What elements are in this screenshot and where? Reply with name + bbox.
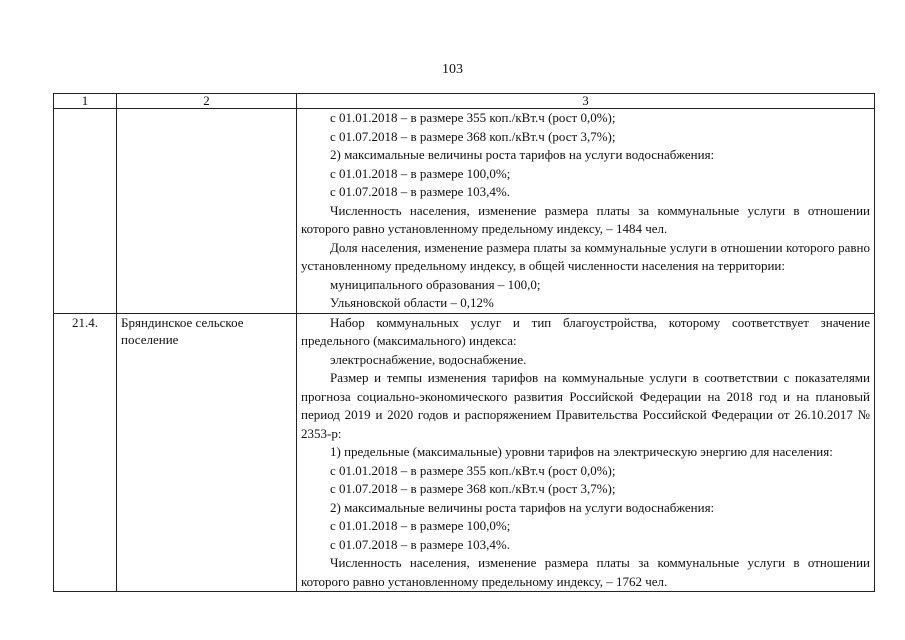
continuation-paragraph: муниципального образования – 100,0; (330, 276, 541, 292)
row-paragraph: 1) предельные (максимальные) уровни тарифов на электрическую энергию для населения: (330, 444, 833, 459)
continuation-paragraph: с 01.07.2018 – в размере 368 коп./кВт.ч (рост 3,7%); (330, 128, 616, 144)
row-paragraph: с 01.01.2018 – в размере 100,0%; (330, 518, 511, 533)
continuation-paragraph: Численность населения, изменение размера платы за коммунальные услуги в отношении которого равно установленному предельному индексу, – 1484 чел. (301, 202, 870, 236)
page-number: 103 (442, 62, 463, 77)
row-paragraph: с 01.07.2018 – в размере 103,4%. (330, 536, 510, 552)
table-header-row (54, 94, 875, 109)
continuation-paragraph: с 01.01.2018 – в размере 100,0%; (330, 165, 511, 181)
row-paragraph: Размер и темпы изменения тарифов на коммунальные услуги в соответствии с показателями прогноза социально-экономического развития Российской Федерации на 2018 год и на плановый период 2019 и 2020 годов и распоряжением Правительства Российской Федерации от 26.10.2017 № 2353-р: (301, 370, 870, 441)
column-header-1: 1 (54, 94, 117, 109)
column-header-3: 3 (297, 94, 875, 109)
table-row (54, 313, 875, 592)
continuation-paragraph: с 01.01.2018 – в размере 355 коп./кВт.ч (рост 0,0%); (330, 110, 616, 125)
row-paragraph: 2) максимальные величины роста тарифов на услуги водоснабжения: (330, 499, 715, 515)
column-header-2: 2 (117, 94, 297, 109)
continuation-paragraph: Доля населения, изменение размера платы за коммунальные услуги в отношении которого равно установленному предельному индексу, в общей численности населения на территории: (301, 239, 870, 273)
row-paragraph: с 01.07.2018 – в размере 368 коп./кВт.ч (рост 3,7%); (330, 481, 616, 496)
continuation-paragraph: с 01.07.2018 – в размере 103,4%. (330, 184, 510, 199)
continuation-name-cell (117, 109, 297, 314)
continuation-paragraph: 2) максимальные величины роста тарифов на услуги водоснабжения: (330, 147, 715, 162)
document-table (53, 93, 875, 592)
continuation-number-cell (54, 109, 117, 314)
continuation-content-cell (297, 109, 875, 314)
row-paragraph: электроснабжение, водоснабжение. (330, 351, 527, 367)
row-paragraph: с 01.01.2018 – в размере 355 коп./кВт.ч (рост 0,0%); (330, 462, 616, 478)
row-content-cell (297, 313, 875, 592)
row-paragraph: Набор коммунальных услуг и тип благоустройства, которому соответствует значение предельного (максимального) индекса: (301, 314, 870, 348)
row-number: 21.4. (54, 313, 117, 592)
settlement-name: Бряндинское сельское поселение (117, 313, 297, 592)
row-paragraph: Численность населения, изменение размера платы за коммунальные услуги в отношении которого равно установленному предельному индексу, – 1762 чел. (301, 555, 870, 589)
continuation-paragraph: Ульяновской области – 0,12% (330, 295, 494, 310)
continuation-row (54, 109, 875, 314)
